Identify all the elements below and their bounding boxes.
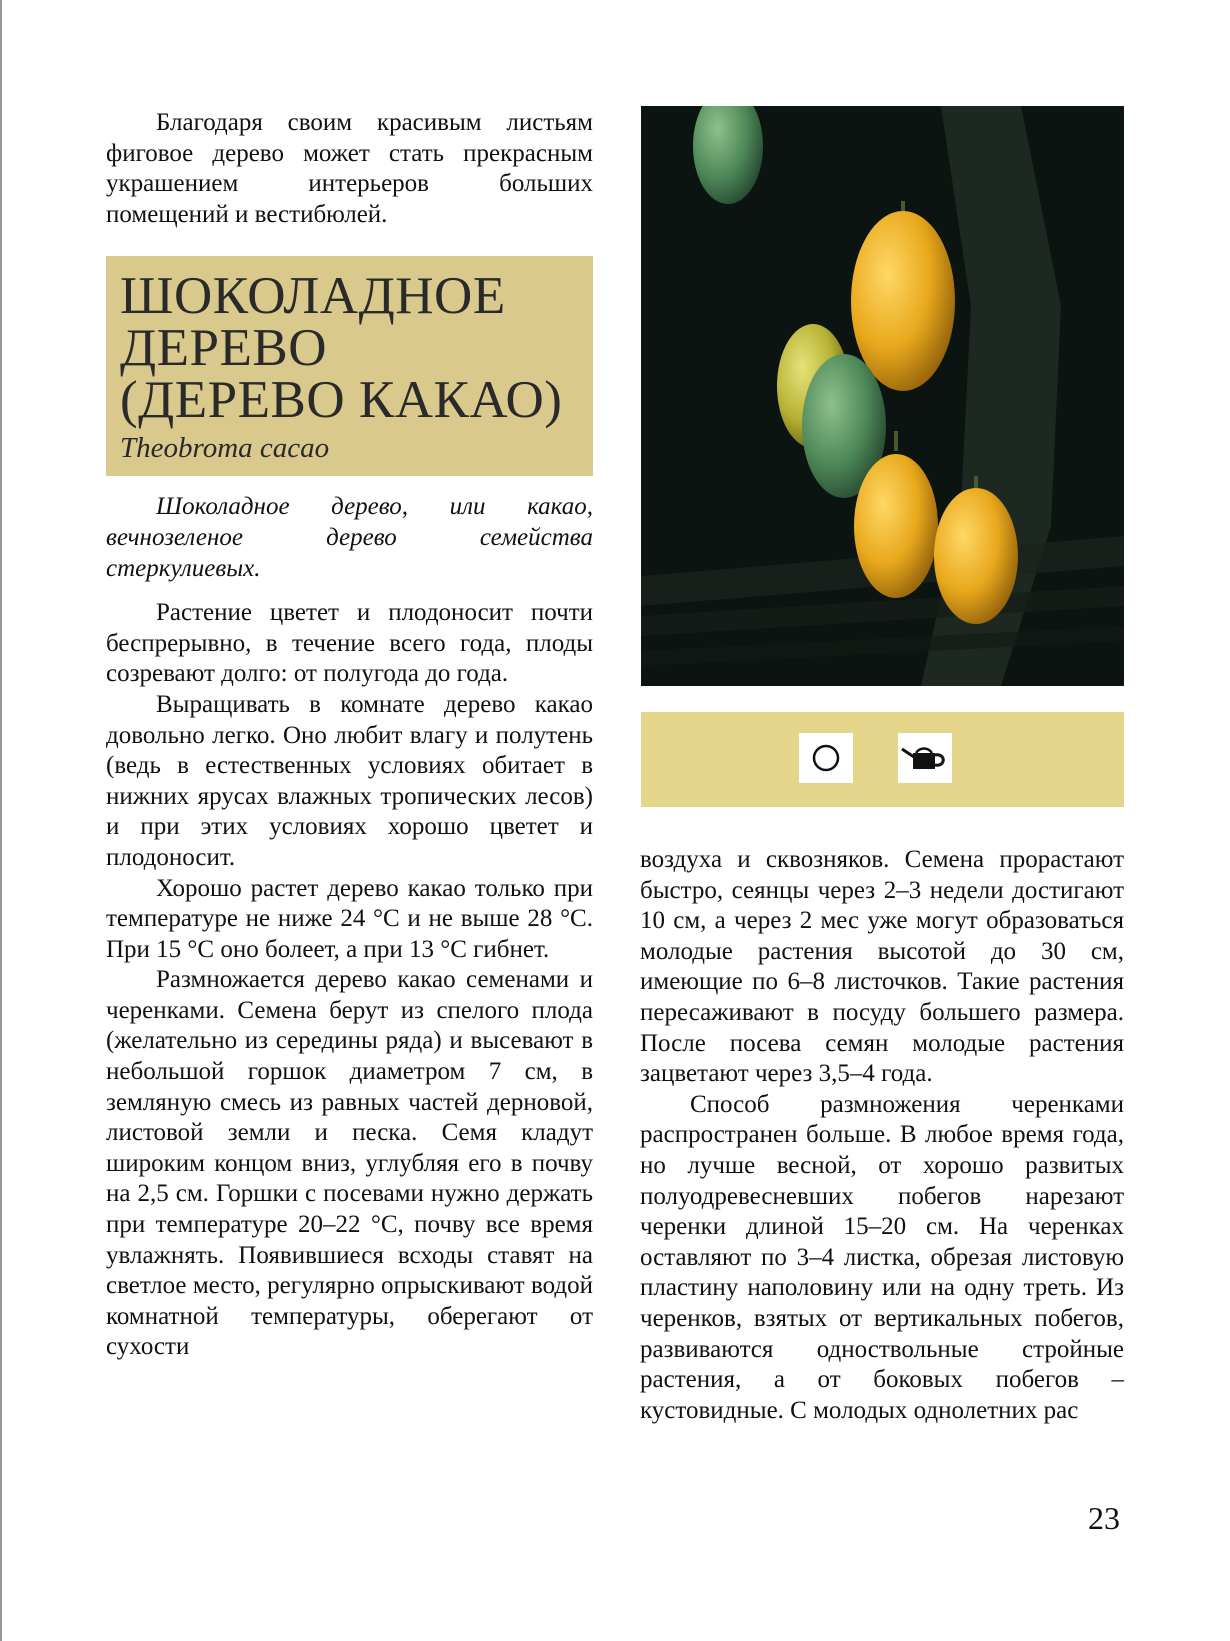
page-number: 23	[1088, 1500, 1120, 1536]
watering-can-icon	[898, 733, 952, 783]
body-paragraph: Хорошо растет дерево какао только при температуре не ниже 24 °С и не выше 28 °С. При 15 °С оно болеет, а при 13 °С гибнет.	[106, 874, 593, 963]
cacao-pods-photo	[641, 106, 1124, 686]
lead-paragraph: Шоколадное дерево, или какао, вечнозеленое дерево семейства стеркулиевых.	[106, 493, 593, 582]
title-line: ШОКОЛАДНОЕ	[120, 267, 506, 326]
body-paragraph: Размножается дерево какао семенами и черенками. Семена берут из спелого плода (желательно из середины ряда) и высевают в небольшой горшок диаметром 7 см, в земляную смесь из равных частей дерновой, листовой земли и песка. Семя кладут широким концом вниз, углубляя его в почву на 2,5 см. Горшки с посевами нужно держать при температуре 20–22 °С, почву все время увлажнять. Появившиеся всходы ставят на светлое место, регулярно опрыскивают водой комнатной температуры, оберегают от сухости	[106, 966, 593, 1361]
title-line: ДЕРЕВО	[120, 319, 328, 378]
care-icons-bar	[641, 712, 1124, 807]
intro-paragraph: Благодаря своим красивым листьям фиговое дерево может стать прекрасным украшением интерьеров больших помещений и вестибюлей.	[106, 109, 593, 228]
body-paragraph: воздуха и сквозняков. Семена прорастают быстро, сеянцы через 2–3 недели достигают 10 см, а через 2 мес уже могут образоваться молодые растения высотой до 30 см, имеющие по 6–8 листочков. Такие растения пересаживают в посуду большего размера. После посева семян молодые растения зацветают через 3,5–4 года.	[640, 846, 1124, 1088]
body-paragraph: Способ размножения черенками распространен больше. В любое время года, но лучше весной, от хорошо развитых полуодревесневших побегов нарезают черенки длиной 15–20 см. На черенках оставляют по 3–4 листка, обрезая листовую пластину наполовину или на одну треть. Из черенков, взятых от вертикальных побегов, развиваются одноствольные стройные растения, а от боковых побегов – кустовидные. С молодых однолетних рас	[640, 1090, 1124, 1424]
left-column	[106, 108, 593, 1363]
latin-name: Theobroma cacao	[120, 432, 330, 465]
partial-shade-icon	[799, 733, 853, 783]
body-paragraph: Растение цветет и плодоносит почти беспрерывно, в течение всего года, плоды созревают долго: от полугода до года.	[106, 599, 593, 688]
right-column	[640, 845, 1124, 1426]
title-line: (ДЕРЕВО КАКАО)	[120, 371, 563, 430]
body-paragraph: Выращивать в комнате дерево какао довольно легко. Оно любит влагу и полутень (ведь в естественных условиях обитает в нижних ярусах влажных тропических лесов) и при этих условиях хорошо цветет и плодоносит.	[106, 690, 593, 871]
page-edge	[0, 0, 2, 1641]
title-box	[106, 256, 593, 476]
